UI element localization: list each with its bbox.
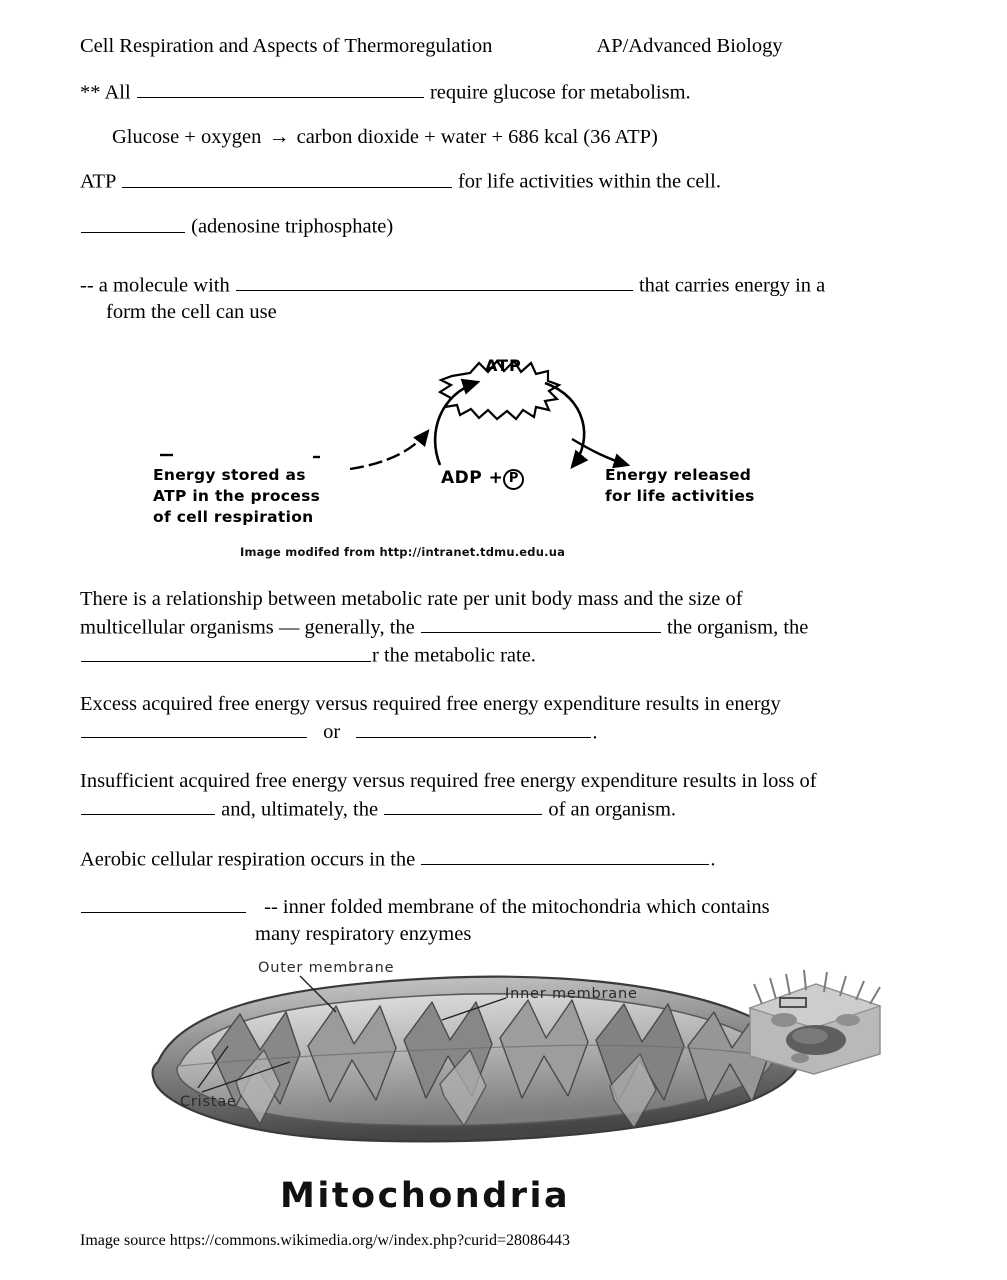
cristae-definition-line2: many respiratory enzymes xyxy=(255,922,472,945)
label-inner-membrane: Inner membrane xyxy=(505,985,638,1002)
blank-high-energy-bonds[interactable] xyxy=(236,271,633,291)
document-body xyxy=(80,34,940,1244)
molecule-suffix: that carries energy in a xyxy=(638,274,826,297)
line-molecule-definition xyxy=(80,271,940,326)
adp-text: ADP + xyxy=(441,468,504,489)
right-arrow-icon: → xyxy=(268,123,290,148)
insufficient-line2-mid: and, ultimately, the xyxy=(221,798,379,821)
atp-right-caption-line1: Energy released xyxy=(605,466,752,485)
phosphate-circle-icon: P xyxy=(503,469,524,490)
atp-left-caption-line3: of cell respiration xyxy=(153,507,314,526)
blank-size-comparative[interactable] xyxy=(421,613,661,633)
metabolic-line2 xyxy=(80,613,940,641)
blank-atp-function[interactable] xyxy=(122,167,452,187)
paragraph-cristae-definition xyxy=(80,893,940,948)
label-cristae: Cristae xyxy=(180,1093,237,1110)
equation-reactants: Glucose + oxygen xyxy=(112,125,262,148)
blank-atp-acronym[interactable] xyxy=(81,212,185,232)
excess-line2 xyxy=(80,718,940,746)
molecule-definition-line2: form the cell can use xyxy=(106,300,277,323)
cristae-definition-line1 xyxy=(80,893,940,921)
aerobic-period: . xyxy=(710,848,716,871)
image-source-caption: Image source https://commons.wikimedia.org/w/index.php?curid=28086443 xyxy=(80,1232,570,1249)
mitochondria-figure xyxy=(80,954,940,1244)
page-title: Cell Respiration and Aspects of Thermoregulation xyxy=(80,35,493,57)
equation-products: carbon dioxide + water + 686 kcal (36 ATP) xyxy=(296,125,658,148)
blank-rate-comparative[interactable] xyxy=(81,641,371,661)
adenosine-label: (adenosine triphosphate) xyxy=(191,215,394,238)
all-require-suffix: require glucose for metabolism. xyxy=(429,81,691,104)
line-adenosine xyxy=(80,212,940,240)
blank-mitochondria[interactable] xyxy=(421,845,709,865)
metabolic-line3-suffix: r the metabolic rate. xyxy=(372,644,536,667)
atp-prefix: ATP xyxy=(80,170,116,193)
atp-cycle-figure xyxy=(140,347,760,562)
line-respiration-equation xyxy=(80,123,940,151)
insufficient-line2 xyxy=(80,795,940,823)
metabolic-line2-prefix: multicellular organisms — generally, the xyxy=(80,616,415,639)
metabolic-line2-suffix: the organism, the xyxy=(667,616,809,639)
aerobic-prefix: Aerobic cellular respiration occurs in the xyxy=(80,848,416,871)
course-label: AP/Advanced Biology xyxy=(596,35,783,57)
atp-center-label: ATP xyxy=(485,356,522,376)
insufficient-line1: Insufficient acquired free energy versus required free energy expenditure results in loss of xyxy=(80,769,817,792)
label-outer-membrane: Outer membrane xyxy=(258,959,395,976)
atp-figure-credit: Image modifed from http://intranet.tdmu.edu.ua xyxy=(240,545,566,560)
mitochondria-title: Mitochondria xyxy=(280,1175,571,1216)
atp-right-caption xyxy=(605,465,755,506)
blank-organisms[interactable] xyxy=(137,78,424,98)
cell-inset-icon xyxy=(728,962,898,1082)
metabolic-line3 xyxy=(80,641,940,669)
line-atp-provides xyxy=(80,167,940,195)
blank-cristae[interactable] xyxy=(81,893,246,913)
excess-period: . xyxy=(592,721,598,744)
insufficient-line2-end: of an organism. xyxy=(548,798,677,821)
mitochondria-diagram xyxy=(140,954,820,1184)
blank-death[interactable] xyxy=(384,795,542,815)
molecule-prefix: -- a molecule with xyxy=(80,274,230,297)
arrow-energy-in xyxy=(350,431,428,469)
adp-phosphate-label xyxy=(441,468,524,490)
atp-suffix: for life activities within the cell. xyxy=(457,170,721,193)
atp-left-caption-line2: ATP in the process xyxy=(153,486,321,505)
excess-line1: Excess acquired free energy versus required free energy expenditure results in energy xyxy=(80,693,781,716)
all-require-prefix: ** All xyxy=(80,81,131,104)
atp-left-caption-line1: Energy stored as xyxy=(153,466,306,485)
excess-conjunction: or xyxy=(323,721,341,744)
page-header xyxy=(80,34,940,60)
metabolic-line1: There is a relationship between metabolic rate per unit body mass and the size of xyxy=(80,588,743,611)
atp-cycle-diagram xyxy=(140,347,760,562)
line-all-require xyxy=(80,78,940,106)
blank-energy-storage[interactable] xyxy=(81,718,307,738)
atp-right-caption-line2: for life activities xyxy=(605,486,755,505)
paragraph-excess-energy xyxy=(80,691,940,746)
paragraph-insufficient-energy xyxy=(80,768,940,823)
paragraph-metabolic-rate xyxy=(80,586,940,669)
blank-energy-growth[interactable] xyxy=(356,718,591,738)
line-aerobic-location xyxy=(80,845,940,873)
atp-left-caption xyxy=(153,465,320,527)
blank-loss-of-mass[interactable] xyxy=(81,795,215,815)
cristae-definition-text: -- inner folded membrane of the mitochondria which contains xyxy=(264,896,770,919)
